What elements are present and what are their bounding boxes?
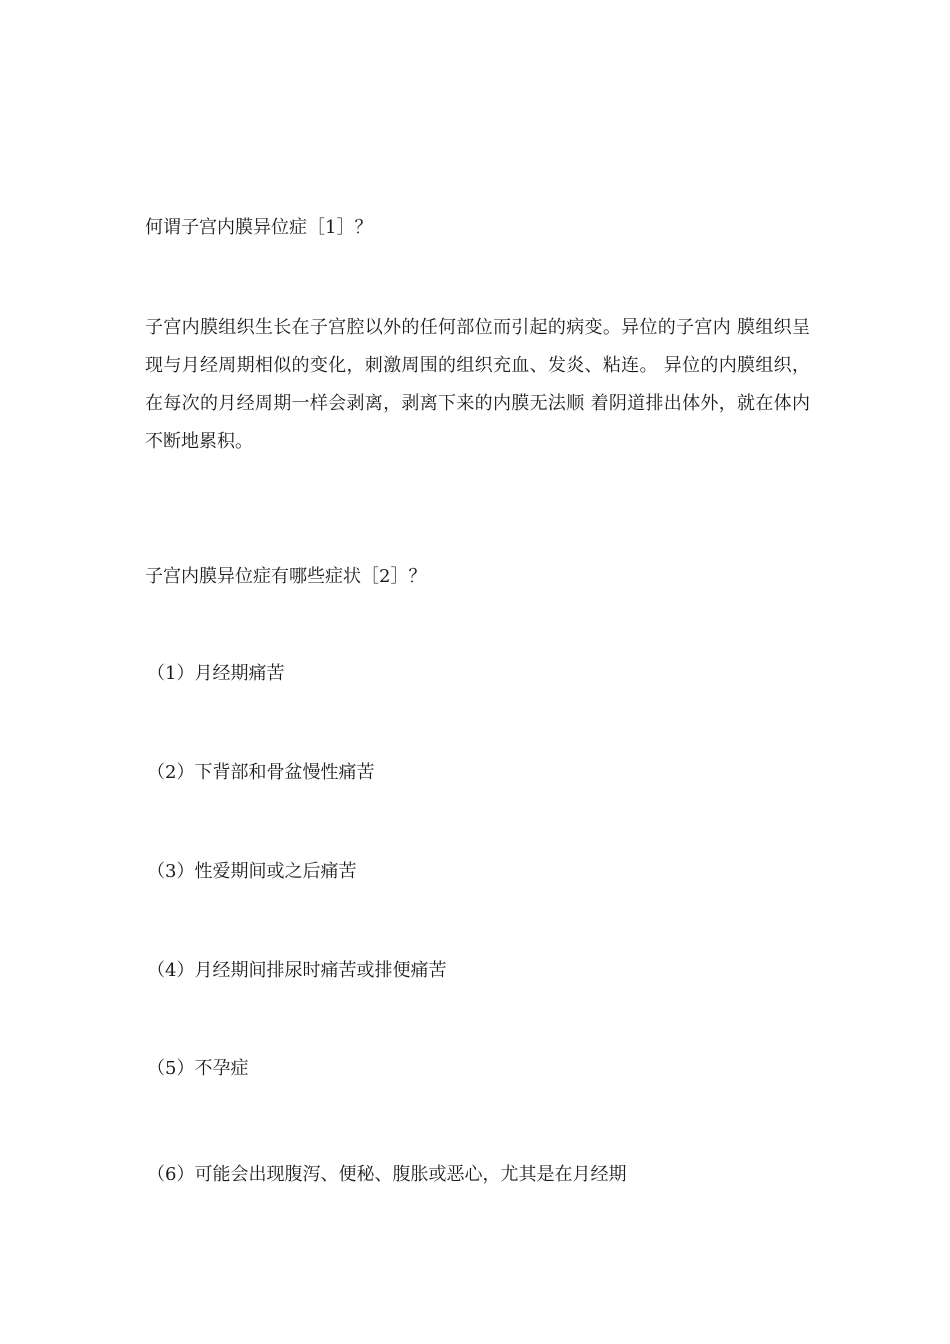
symptom-item-6: （6）可能会出现腹泻、便秘、腹胀或恶心，尤其是在月经期 — [147, 1164, 627, 1185]
symptom-item-2: （2）下背部和骨盆慢性痛苦 — [147, 762, 375, 783]
question-2-heading: 子宫内膜异位症有哪些症状［2］？ — [145, 566, 427, 587]
symptom-item-1: （1）月经期痛苦 — [147, 663, 285, 684]
question-1-heading: 何谓子宫内膜异位症［1］？ — [145, 217, 373, 238]
symptom-item-4: （4）月经期间排尿时痛苦或排便痛苦 — [147, 960, 447, 981]
symptom-item-5: （5）不孕症 — [147, 1058, 249, 1079]
symptom-item-3: （3）性爱期间或之后痛苦 — [147, 861, 357, 882]
question-1-answer: 子宫内膜组织生长在子宫腔以外的任何部位而引起的病变。异位的子宫内 膜组织呈现与月经周期相似的变化，刺激周围的组织充血、发炎、粘连。 异位的内膜组织，在每次的月经周期一样会剥离，剥离下来的内膜无法顺 着阴道排出体外，就在体内不断地累积。 — [145, 317, 810, 452]
